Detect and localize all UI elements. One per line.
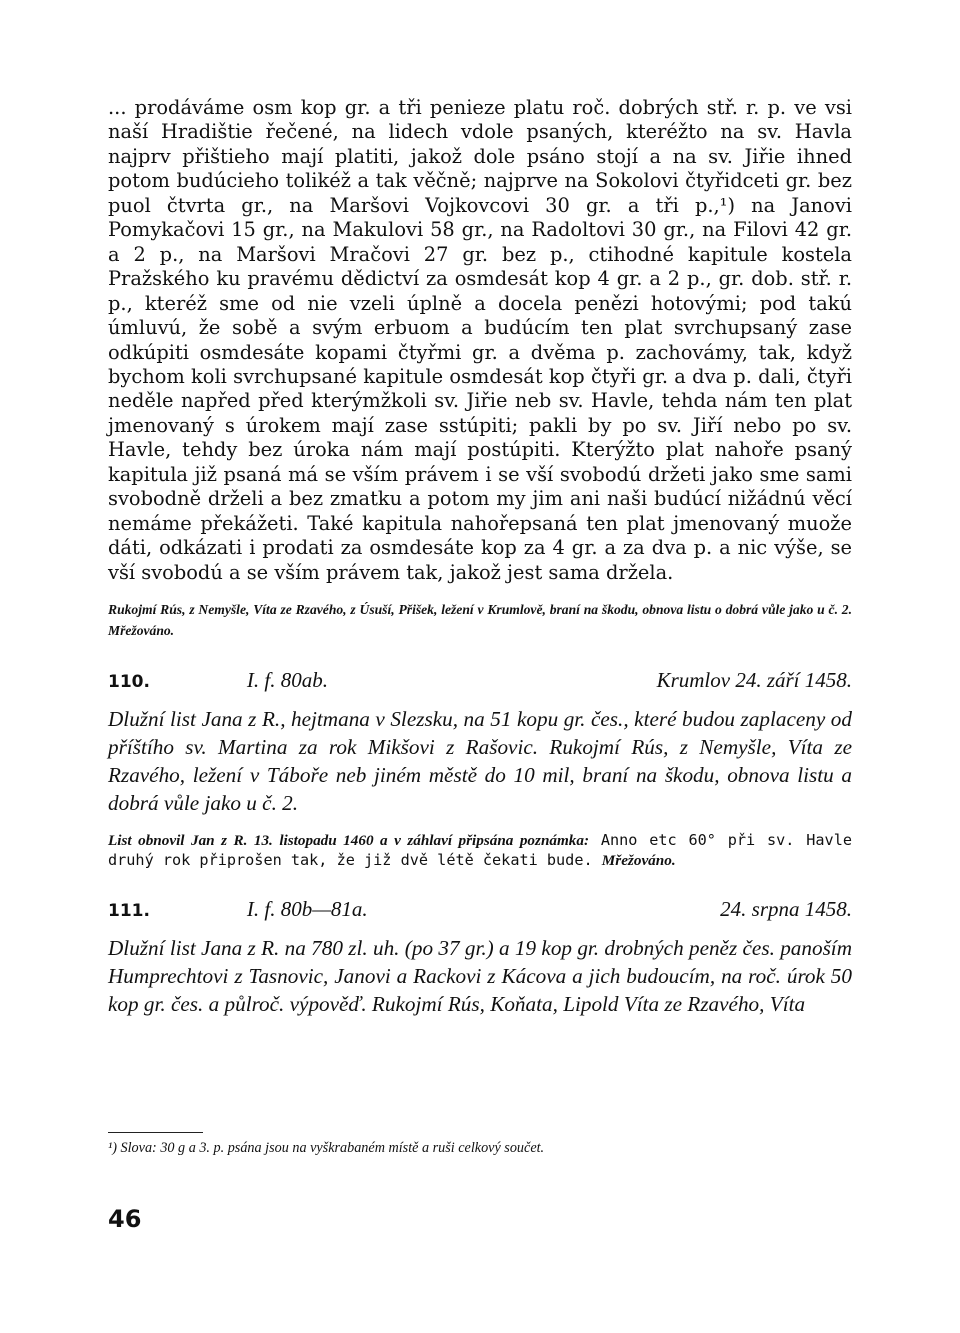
entry-number: 110.	[108, 672, 150, 693]
entry-note-body: Anno etc 60° při sv. Havle druhý rok připrošen tak, že již dvě létě čekati bude.	[108, 831, 852, 869]
entry-header	[108, 665, 852, 697]
footnote-divider	[108, 1132, 203, 1133]
entry-111	[108, 894, 852, 1018]
entry-date: 24. srpna 1458.	[720, 897, 852, 922]
entry-source: I. f. 80b—81a.	[246, 897, 368, 922]
entry-note	[108, 831, 852, 870]
entry-header	[108, 894, 852, 926]
entry-regest: Dlužní list Jana z R. na 780 zl. uh. (po 37 gr.) a 19 kop gr. drobných peněz čes. panoším Humprechtovi z Tasnovic, Janovi a Rackovi z Kácova a jich budoucím, na roč. úrok 50 kop gr. čes. a půlroč. výpověď. Rukojmí Rús, Koňata, Lipold Víta ze Rzavého, Víta	[108, 936, 852, 1017]
witnesses-note: Rukojmí Rús, z Nemyšle, Víta ze Rzavého, z Úsuší, Přišek, ležení v Krumlově, braní na škodu, obnova listu o dobrá vůle jako u č. 2. Mřežováno.	[108, 602, 852, 639]
footnote: ¹) Slova: 30 g a 3. p. psána jsou na vyškrabaném místě a ruši celkový součet.	[108, 1140, 545, 1156]
entry-110	[108, 665, 852, 870]
document-page	[108, 96, 852, 1018]
main-text: ... prodáváme osm kop gr. a tři penieze platu roč. dobrých stř. r. p. ve vsi naší Hradištie řečené, na lidech vdole psaných, kteréžto na sv. Havla najprv přištieho mají platiti, jakož dole psáno stojí a na sv. Jiřie ihned potom budúcieho tolikéž a tak věčně; najprve na Sokolovi čtyřidceti gr. bez puol čtvrta gr., na Maršovi Vojkovcovi 30 gr. a tři p.,¹) na Janovi Pomykačovi 15 gr., na Makulovi 58 gr., na Radoltovi 30 gr., na Filovi 42 gr. a 2 p., na Maršovi Mračovi 27 gr. bez p., ctihodné kapitule kostela Pražského ku pravému dědictví za osmdesát kop 4 gr. a 2 p., gr. dob. stř. r. p., kteréž sme od nie vzeli úplně a docela penězi hotovými; pod takú úmluvú, že sobě a svým erbuom a budúcím ten plat svrchupsaný zase odkúpiti osmdesáte kopami čtyřmi gr. a dvěma p. zachovámy, tak, když bychom koli svrchupsané kapitule osmdesát kop čtyři gr. a dva p. dali, čtyři neděle napřed před kterýmžkoli sv. Jiřie neb sv. Havle, tehda nám ten plat jmenovaný s úrokem mají zase sstúpiti; pakli by po sv. Jiří nebo po sv. Havle, tehdy bez úroka nám mají postúpiti. Kterýžto plat nahoře psaný kapitula již psaná má se vším právem i se vší svobodú držeti jako sme sami svobodně drželi a bez zmatku a potom my jim ani naši budúcí nižádnú věcí nemáme překážeti. Také kapitula nahořepsaná ten plat jmenovaný muože dáti, odkázati i prodati za osmdesáte kop za 4 gr. a za dva p. a nic výše, se vší svobodú a se vším právem tak, jakož jest sama držela.	[108, 96, 852, 584]
entry-date: Krumlov 24. září 1458.	[656, 668, 852, 693]
entry-source: I. f. 80ab.	[246, 668, 328, 693]
entry-note-end: Mřežováno.	[601, 851, 676, 869]
entry-note-lead: List obnovil Jan z R. 13. listopadu 1460 a v záhlaví připsána poznámka:	[108, 832, 590, 850]
entry-number: 111.	[108, 901, 150, 922]
entry-regest: Dlužní list Jana z R., hejtmana v Slezsku, na 51 kopu gr. čes., které budou zaplaceny od příštího sv. Martina za rok Mikšovi z Rašovic. Rukojmí Rús, z Nemyšle, Víta ze Rzavého, ležení v Táboře neb jiném městě do 10 mil, braní na škodu, obnova listu a dobrá vůle jako u č. 2.	[108, 707, 852, 816]
page-number: 46	[108, 1205, 142, 1233]
